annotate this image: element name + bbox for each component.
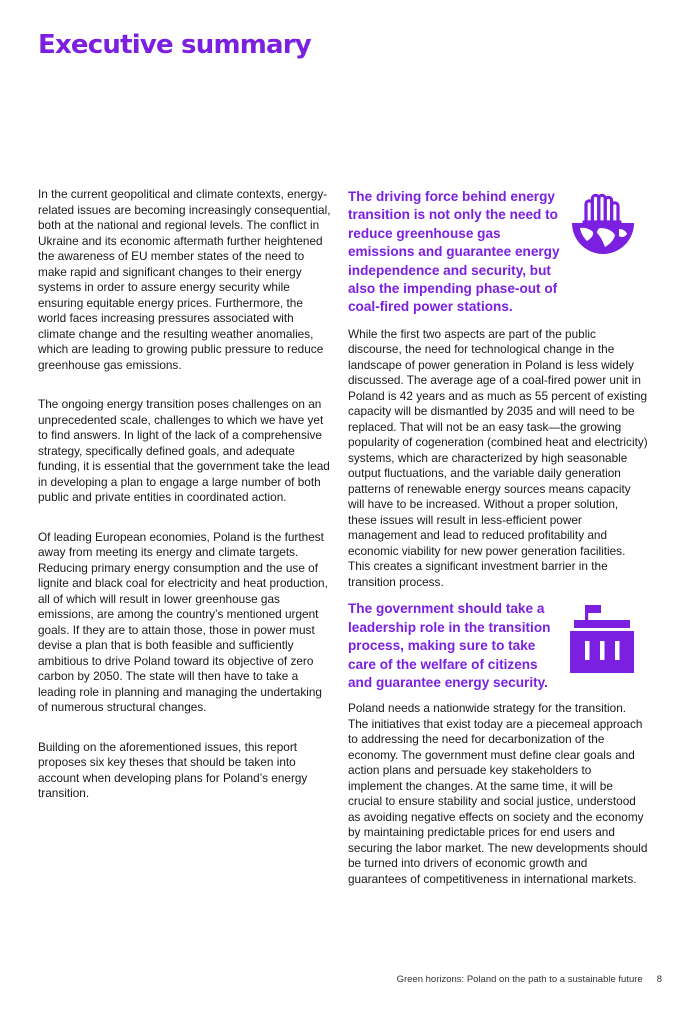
body-paragraph: In the current geopolitical and climate contexts, energy-related issues are becoming increasingly consequential, both at the national and regional levels. The conflict in Ukraine and its economic aftermath further heightened the awareness of EU member states of the need to make rapid and significant changes to their energy systems in order to assure energy security while ensuring equitable energy prices. Furthermore, the world faces increasing pressures associated with climate change and the resulting weather anomalies, which are leading to growing public pressure to reduce greenhouse gas emissions. bbox=[38, 187, 331, 372]
page-number: 8 bbox=[656, 974, 662, 985]
body-paragraph: The ongoing energy transition poses challenges on an unprecedented scale, challenges to which we have yet to find answers. In light of the lack of a comprehensive strategy, specifically defined goals, and adequate funding, it is essential that the government take the lead in developing a plan to engage a large number of both public and private entities in coordinated action. bbox=[38, 397, 330, 504]
body-paragraph: Poland needs a nationwide strategy for the transition. The initiatives that exist today are a piecemeal approach to addressing the need for decarbonization of the economy. The government must define clear goals and action plans and persuade key stakeholders to implement the changes. At the same time, it will be crucial to ensure stability and social justice, understood as avoiding negative effects on society and the economy by maintaining predictable prices for end users and securing the labor market. The new developments should be turned into drivers of economic growth and guarantees of competitiveness in international markets. bbox=[348, 701, 648, 886]
body-paragraph: Of leading European economies, Poland is the furthest away from meeting its energy and climate targets. Reducing primary energy consumption and the use of lignite and black coal for electricity and heat production, all of which will result in lower greenhouse gas emissions, are among the country’s mentioned urgent goals. If they are to attain those, those in power must devise a plan that is both feasible and sufficiently ambitious to drive Poland toward its objective of zero carbon by 2050. The state will then have to take a leading role in planning and managing the undertaking of numerous structural changes. bbox=[38, 529, 328, 714]
callout-text: The government should take a leadership role in the transition process, making sure to take care of the welfare of citizens and guarantee energy security. bbox=[348, 601, 551, 690]
body-paragraph: Building on the aforementioned issues, this report proposes six key theses that should be taken into account when developing plans for Poland’s energy transition. bbox=[38, 739, 308, 800]
page-title: Executive summary bbox=[38, 30, 311, 60]
right-column bbox=[348, 188, 648, 897]
footer-title: Green horizons: Poland on the path to a sustainable future bbox=[396, 974, 643, 985]
government-building-icon bbox=[566, 603, 638, 680]
body-paragraph: While the first two aspects are part of the public discourse, the need for technological change in the landscape of power generation in Poland is less widely discussed. The average age of a coal-fired power unit in Poland is 42 years and as much as 55 percent of existing capacity will be dismantled by 2035 and will need to be replaced. That will not be an easy task—the growing popularity of cogeneration (combined heat and electricity) systems, which are characterized by high seasonable output fluctuations, and the variable daily generation patterns of renewable energy sources means capacity will have to be increased. Without a proper solution, these issues will result in less-efficient power management and lead to reduced profitability and economic viability for new power generation facilities. This creates a significant investment barrier in the transition process. bbox=[348, 326, 648, 589]
hand-globe-icon bbox=[570, 192, 636, 263]
callout-text: The driving force behind energy transition is not only the need to reduce greenhouse gas emissions and guarantee energy independence and security, but also the impending phase-out of coal-fired power stations. bbox=[348, 189, 560, 315]
callout-government-leadership bbox=[348, 600, 648, 692]
callout-energy-transition bbox=[348, 188, 648, 317]
page-footer bbox=[397, 974, 662, 985]
left-column bbox=[38, 187, 334, 802]
